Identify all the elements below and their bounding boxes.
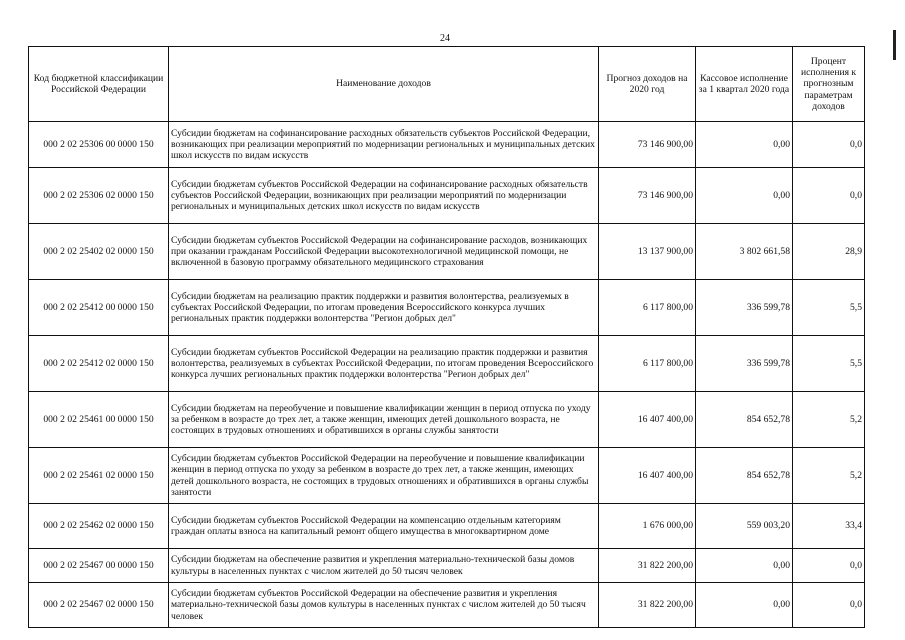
row-percent: 5,5 [793,336,865,392]
row-name: Субсидии бюджетам на обеспечение развития и укрепления материально-технической базы домов культуры в населенных пунктах с числом жителей до 50 тысяч человек [169,549,599,583]
table-row [29,448,865,504]
row-forecast: 73 146 900,00 [599,168,696,224]
row-forecast: 31 822 200,00 [599,549,696,583]
row-name: Субсидии бюджетам субъектов Российской Федерации на реализацию практик поддержки и развития волонтерства, реализуемых в субъектах Российской Федерации, по итогам проведения Всероссийского конкурса лучших региональных практик поддержки волонтерства "Регион добрых дел" [169,336,599,392]
scan-edge-mark [893,30,896,60]
row-code: 000 2 02 25412 02 0000 150 [29,336,169,392]
row-name: Субсидии бюджетам на софинансирование расходных обязательств субъектов Российской Федерации, возникающих при реализации мероприятий по модернизации региональных и муниципальных детских школ искусств по видам искусств [169,122,599,168]
row-name: Субсидии бюджетам на реализацию практик поддержки и развития волонтерства, реализуемых в субъектах Российской Федерации, по итогам проведения Всероссийского конкурса лучших региональных практик поддержки волонтерства "Регион добрых дел" [169,280,599,336]
row-forecast: 16 407 400,00 [599,448,696,504]
table-row [29,549,865,583]
row-name: Субсидии бюджетам субъектов Российской Федерации на софинансирование расходных обязательств субъектов Российской Федерации, возникающих при реализации мероприятий по модернизации региональных и муниципальных детских школ искусств по видам искусств [169,168,599,224]
row-cash: 854 652,78 [696,392,793,448]
row-forecast: 13 137 900,00 [599,224,696,280]
row-code: 000 2 02 25467 02 0000 150 [29,583,169,628]
header-cash: Кассовое исполнение за 1 квартал 2020 года [696,47,793,122]
table-row [29,583,865,628]
row-name: Субсидии бюджетам субъектов Российской Федерации на компенсацию отдельным категориям граждан оплаты взноса на капитальный ремонт общего имущества в многоквартирном доме [169,504,599,549]
row-percent: 5,2 [793,448,865,504]
row-cash: 854 652,78 [696,448,793,504]
table-row [29,122,865,168]
table-row [29,504,865,549]
row-name: Субсидии бюджетам на переобучение и повышение квалификации женщин в период отпуска по уходу за ребенком в возрасте до трех лет, а также женщин, имеющих детей дошкольного возраста, не состоящих в трудовых отношениях и обратившихся в органы службы занятости [169,392,599,448]
header-code: Код бюджетной классификации Российской Федерации [29,47,169,122]
row-forecast: 16 407 400,00 [599,392,696,448]
row-forecast: 73 146 900,00 [599,122,696,168]
header-name: Наименование доходов [169,47,599,122]
row-cash: 3 802 661,58 [696,224,793,280]
header-percent: Процент исполнения к прогнозным параметрам доходов [793,47,865,122]
row-percent: 0,0 [793,583,865,628]
row-forecast: 1 676 000,00 [599,504,696,549]
row-cash: 336 599,78 [696,280,793,336]
row-percent: 28,9 [793,224,865,280]
revenue-table [28,46,865,628]
row-code: 000 2 02 25467 00 0000 150 [29,549,169,583]
row-forecast: 6 117 800,00 [599,336,696,392]
row-percent: 5,2 [793,392,865,448]
row-code: 000 2 02 25306 02 0000 150 [29,168,169,224]
table-row [29,392,865,448]
row-name: Субсидии бюджетам субъектов Российской Федерации на обеспечение развития и укрепления материально-технической базы домов культуры в населенных пунктах с числом жителей до 50 тысяч человек [169,583,599,628]
header-forecast: Прогноз доходов на 2020 год [599,47,696,122]
table-row [29,168,865,224]
row-code: 000 2 02 25461 02 0000 150 [29,448,169,504]
row-percent: 0,0 [793,122,865,168]
row-forecast: 31 822 200,00 [599,583,696,628]
row-cash: 0,00 [696,122,793,168]
row-percent: 0,0 [793,549,865,583]
row-percent: 33,4 [793,504,865,549]
table-row [29,280,865,336]
row-cash: 0,00 [696,549,793,583]
row-percent: 0,0 [793,168,865,224]
row-code: 000 2 02 25461 00 0000 150 [29,392,169,448]
row-code: 000 2 02 25462 02 0000 150 [29,504,169,549]
row-code: 000 2 02 25306 00 0000 150 [29,122,169,168]
table-row [29,336,865,392]
row-code: 000 2 02 25402 02 0000 150 [29,224,169,280]
row-code: 000 2 02 25412 00 0000 150 [29,280,169,336]
row-cash: 0,00 [696,168,793,224]
row-cash: 0,00 [696,583,793,628]
row-percent: 5,5 [793,280,865,336]
row-cash: 559 003,20 [696,504,793,549]
table-row [29,224,865,280]
page-number: 24 [440,33,450,44]
table-header-row [29,47,865,122]
row-forecast: 6 117 800,00 [599,280,696,336]
row-cash: 336 599,78 [696,336,793,392]
row-name: Субсидии бюджетам субъектов Российской Федерации на переобучение и повышение квалификации женщин в период отпуска по уходу за ребенком в возрасте до трех лет, а также женщин, имеющих детей дошкольного возраста, не состоящих в трудовых отношениях и обратившихся в органы службы занятости [169,448,599,504]
row-name: Субсидии бюджетам субъектов Российской Федерации на софинансирование расходов, возникающих при оказании гражданам Российской Федерации высокотехнологичной медицинской помощи, не включенной в базовую программу обязательного медицинского страхования [169,224,599,280]
